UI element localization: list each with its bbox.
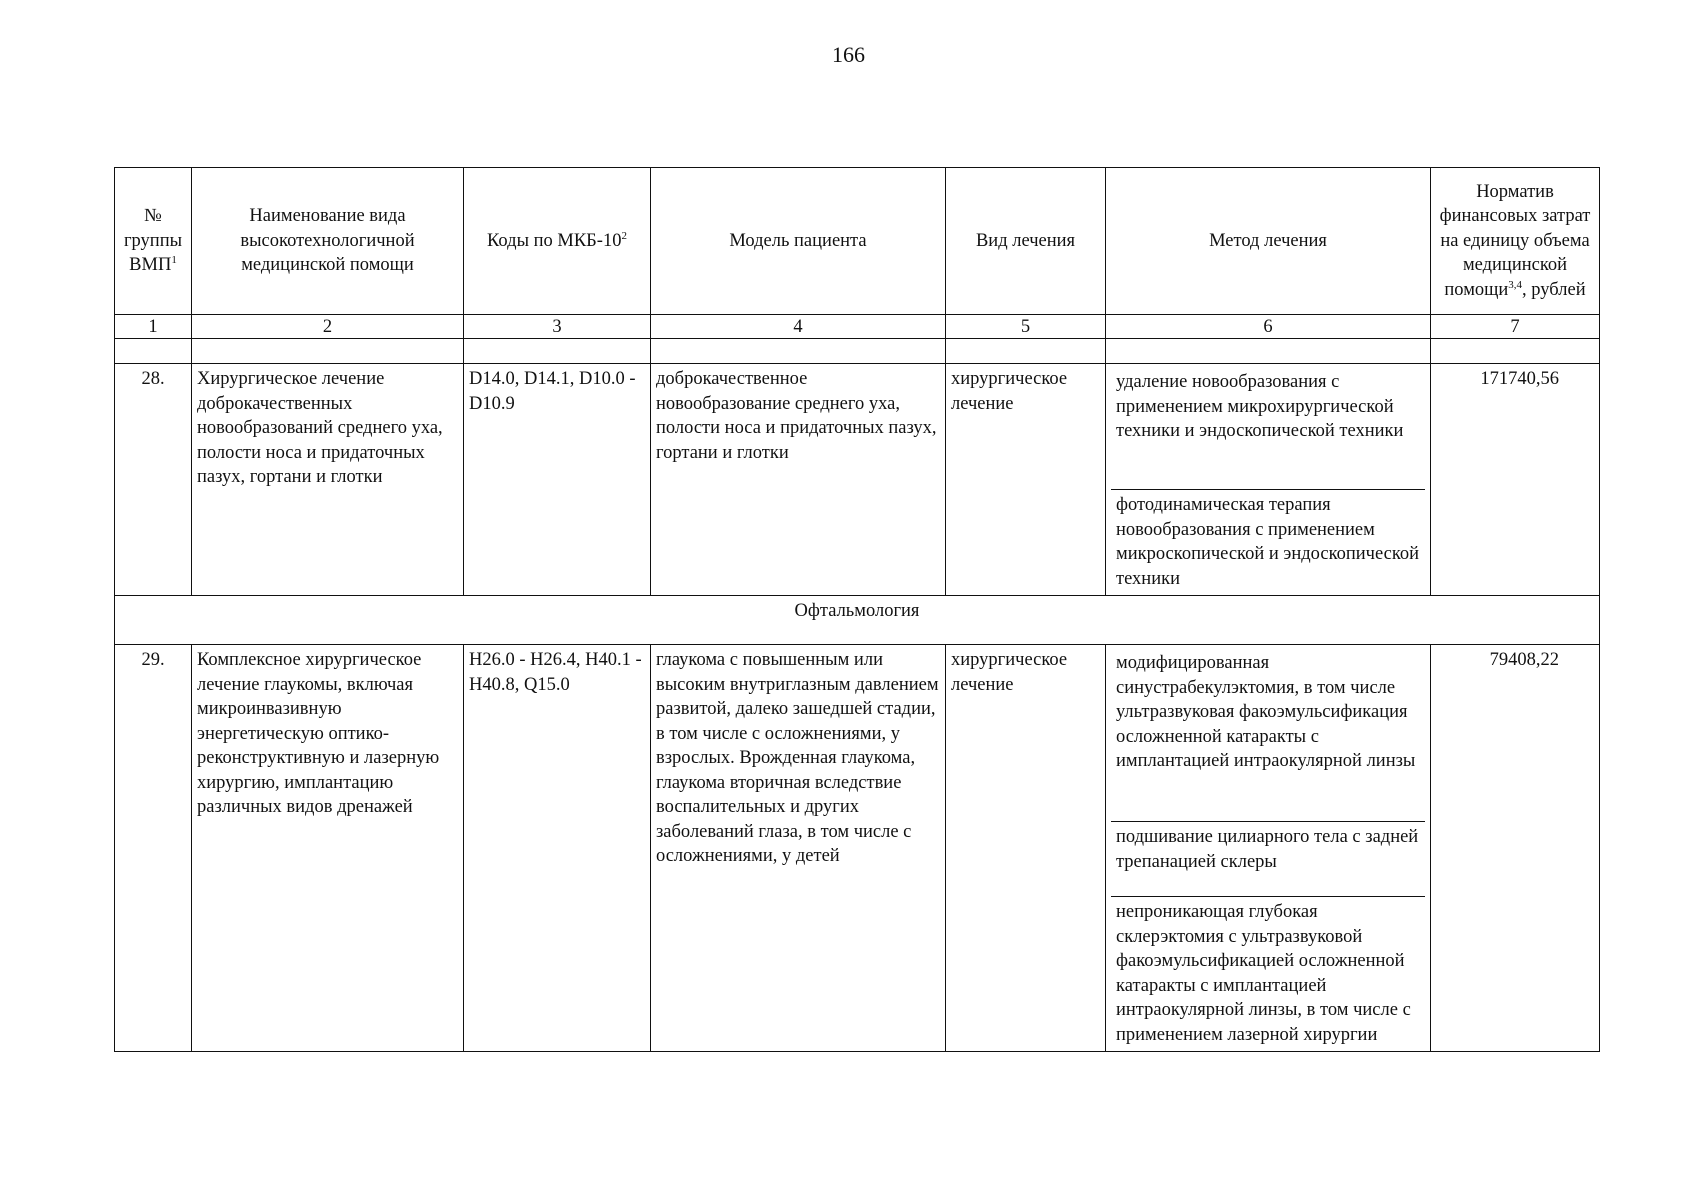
page-number: 166 — [832, 42, 865, 67]
header-care-type: Наименование вида высокотехнологичной медицинской помощи — [192, 168, 464, 315]
header-cost-norm: Норматив финансовых затрат на единицу объема медицинской помощи$^{3,4}$, рублей — [1431, 168, 1600, 315]
treatment-method: подшивание цилиарного тела с задней трепанацией склеры — [1111, 822, 1425, 897]
header-group-number: № группы ВМП$^1$ — [115, 168, 192, 315]
group-number: 29. — [115, 645, 192, 1052]
treatment-method: непроникающая глубокая склерэктомия с ультразвуковой факоэмульсификацией осложненной катаракты с имплантацией интраокулярной линзы, в том числе с применением лазерной хирургии — [1116, 902, 1411, 1045]
header-patient-model: Модель пациента — [651, 168, 946, 315]
section-row — [115, 596, 1600, 645]
treatment-methods — [1106, 645, 1431, 1052]
cost-norm: 79408,22 — [1431, 645, 1600, 1052]
icd-codes: H26.0 - H26.4, H40.1 - H40.8, Q15.0 — [464, 645, 651, 1052]
icd-codes: D14.0, D14.1, D10.0 - D10.9 — [464, 364, 651, 596]
table-row — [115, 364, 1600, 596]
column-number: 5 — [946, 315, 1106, 339]
treatment-method: модифицированная синустрабекулэктомия, в том числе ультразвуковая факоэмульсификация осложненной катаракты с имплантацией интраокулярной линзы — [1111, 648, 1425, 822]
column-number: 1 — [115, 315, 192, 339]
table-row — [115, 645, 1600, 1052]
cost-norm: 171740,56 — [1431, 364, 1600, 596]
treatment-type: хирургическое лечение — [946, 364, 1106, 596]
section-title: Офтальмология — [115, 596, 1600, 645]
spacer-row — [115, 339, 1600, 364]
treatment-method: фотодинамическая терапия новообразования с применением микроскопической и эндоскопической техники — [1116, 495, 1420, 589]
column-number: 6 — [1106, 315, 1431, 339]
treatment-method: удаление новообразования с применением микрохирургической техники и эндоскопической техники — [1111, 367, 1425, 490]
vmp-table — [114, 167, 1600, 1052]
column-number: 3 — [464, 315, 651, 339]
column-number-row — [115, 315, 1600, 339]
header-row — [115, 168, 1600, 315]
care-type-name: Комплексное хирургическое лечение глаукомы, включая микроинвазивную энергетическую оптико-реконструктивную и лазерную хирургию, имплантацию различных видов дренажей — [192, 645, 464, 1052]
treatment-methods — [1106, 364, 1431, 596]
header-icd-codes: Коды по МКБ-$10^2$ — [464, 168, 651, 315]
patient-model: глаукома с повышенным или высоким внутриглазным давлением развитой, далеко зашедшей стадии, в том числе с осложнениями, у взрослых. Врожденная глаукома, глаукома вторичная вследствие воспалительных и других заболеваний глаза, в том числе с осложнениями, у детей — [651, 645, 946, 1052]
column-number: 2 — [192, 315, 464, 339]
care-type-name: Хирургическое лечение доброкачественных новообразований среднего уха, полости носа и придаточных пазух, гортани и глотки — [192, 364, 464, 596]
treatment-type: хирургическое лечение — [946, 645, 1106, 1052]
header-treatment-type: Вид лечения — [946, 168, 1106, 315]
group-number: 28. — [115, 364, 192, 596]
column-number: 4 — [651, 315, 946, 339]
column-number: 7 — [1431, 315, 1600, 339]
patient-model: доброкачественное новообразование среднего уха, полости носа и придаточных пазух, гортани и глотки — [651, 364, 946, 596]
header-treatment-method: Метод лечения — [1106, 168, 1431, 315]
